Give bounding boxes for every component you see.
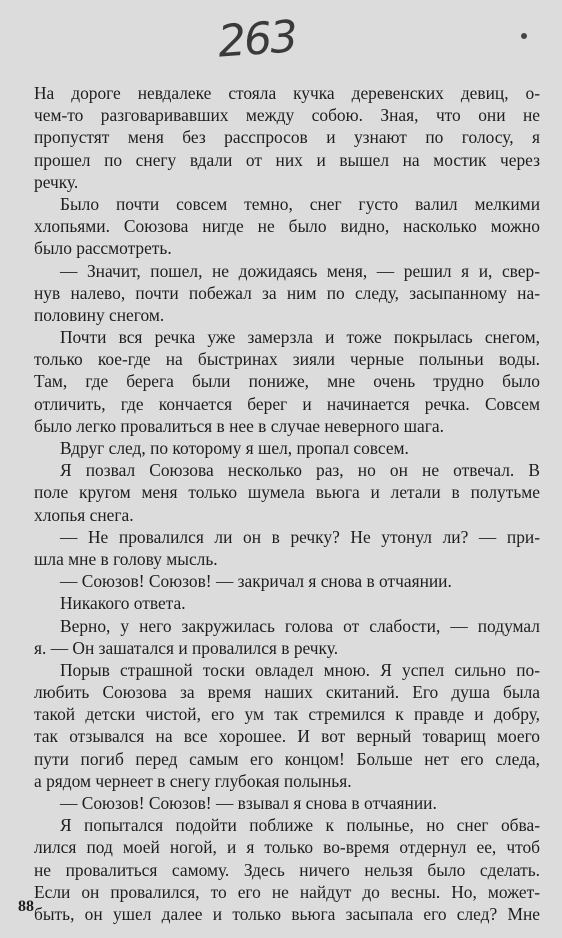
text-line: Верно, у него закружилась голова от слабости, — подумал	[60, 615, 540, 636]
text-line: прошел по снегу вдали от них и вышел на мостик через	[34, 149, 540, 170]
text-line: хлопьями. Союзова нигде не было видно, насколько можно	[34, 216, 540, 237]
page-number: 88	[18, 898, 34, 915]
text-line: было рассмотреть.	[34, 238, 172, 259]
text-line: я. — Он зашатался и провалился в речку.	[34, 637, 339, 658]
text-line: — Союзов! Союзов! — закричал я снова в отчаянии.	[60, 571, 452, 592]
margin-dot-mark	[521, 33, 527, 39]
text-line: не провалиться самому. Здесь ничего нельзя было сделать.	[34, 859, 540, 880]
text-line: нув налево, почти побежал за ним по следу, засыпанному на-	[34, 282, 540, 303]
text-line: — Не провалился ли он в речку? Не утонул ли? — при-	[60, 526, 540, 547]
text-line: Там, где берега были пониже, мне очень трудно было	[34, 371, 540, 392]
text-line: половину снегом.	[34, 304, 165, 325]
text-line: речку.	[34, 171, 79, 192]
text-line: Я позвал Союзова несколько раз, но он не отвечал. В	[60, 460, 540, 481]
text-line: хлопья снега.	[34, 504, 134, 525]
text-line: было легко провалиться в нее в случае неверного шага.	[34, 415, 444, 436]
text-line: На дороге невдалеке стояла кучка деревенских девиц, о-	[34, 83, 540, 103]
text-line: поле кругом меня только шумела вьюга и летали в полутьме	[34, 482, 540, 503]
text-line: отличить, где кончается берег и начинается речка. Совсем	[34, 393, 540, 414]
text-line: а рядом чернеет в снегу глубокая полынья.	[34, 770, 352, 791]
text-line: Никакого ответа.	[60, 593, 186, 614]
text-line: шла мне в голову мысль.	[34, 548, 218, 569]
text-line: любить Союзова за время наших скитаний. Его душа была	[34, 682, 540, 703]
text-line: лился под моей ногой, и я только во-время отдернул ее, чтоб	[34, 837, 540, 858]
text-line: Вдруг след, по которому я шел, пропал совсем.	[60, 438, 409, 458]
text-line: только кое-где на быстринах зияли черные полыньи воды.	[34, 349, 540, 370]
text-line: пропустят меня без расспросов и узнают по голосу, я	[34, 127, 540, 148]
text-line: Почти вся речка уже замерзла и тоже покрылась снегом,	[60, 327, 540, 348]
body-text	[34, 82, 540, 925]
text-line: такой детски чистой, его ум так стремился к правде и добру,	[34, 704, 540, 725]
text-line: так отзывался на все хорошее. И вот верный товарищ моего	[34, 726, 540, 747]
text-line: Было почти совсем темно, снег густо валил мелкими	[60, 193, 540, 214]
text-line: — Союзов! Союзов! — взывал я снова в отчаянии.	[60, 793, 437, 813]
text-line: — Значит, пошел, не дожидаясь меня, — решил я и, свер-	[60, 260, 540, 281]
text-line: Если он провалился, то его не найдут до весны. Но, может-	[34, 881, 540, 902]
text-line: Порыв страшной тоски овладел мною. Я успел сильно по-	[60, 659, 540, 680]
text-line: быть, он ушел далее и только вьюга засыпала его след? Мне	[34, 903, 540, 924]
text-line: чем-то разговаривавших между собою. Зная, что они не	[34, 105, 540, 126]
text-line: Я попытался подойти поближе к полынье, но снег обва-	[60, 815, 540, 836]
text-line: пути погиб перед самым его концом! Больше нет его следа,	[34, 748, 540, 769]
handwritten-page-number: 263	[216, 11, 298, 68]
